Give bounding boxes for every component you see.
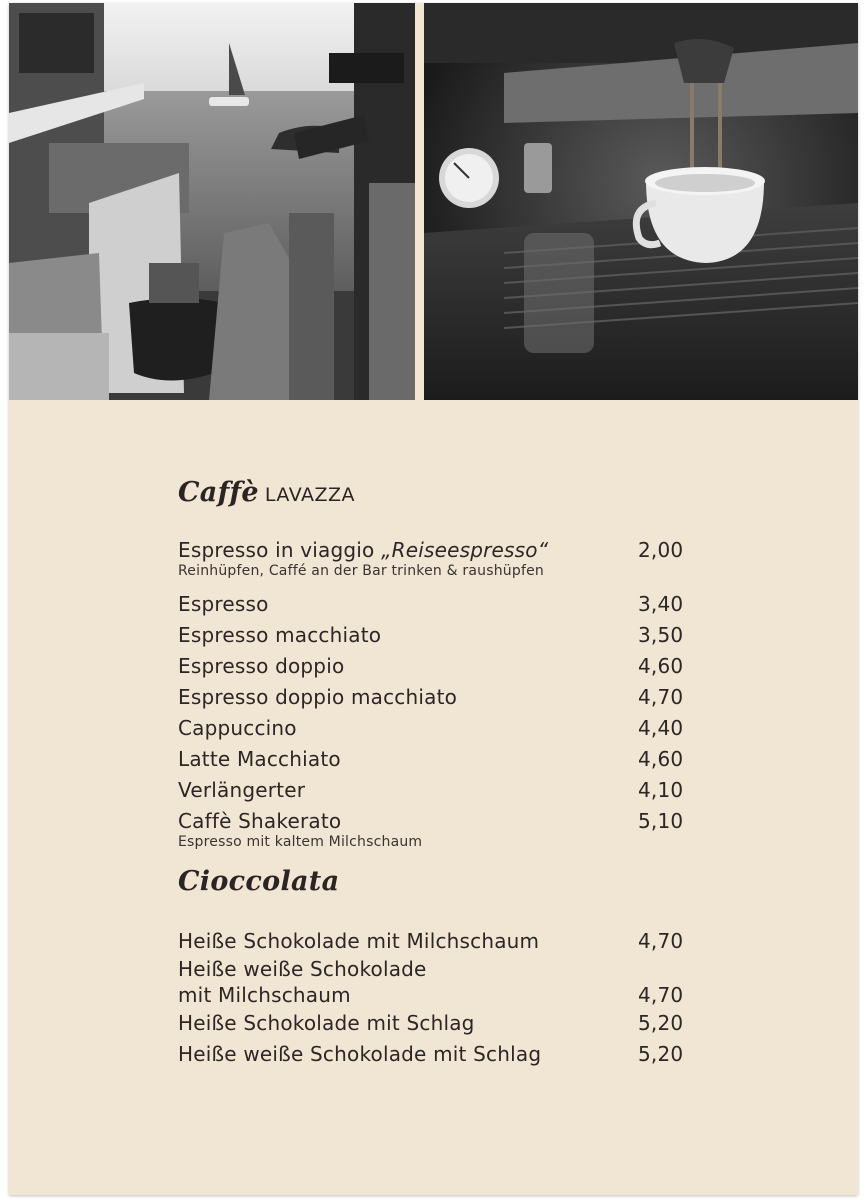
item-name: Espresso bbox=[178, 592, 269, 616]
item-note: Reinhüpfen, Caffé an der Bar trinken & raushüpfen bbox=[178, 563, 544, 579]
brand-name: LAVAZZA bbox=[264, 484, 356, 506]
item-price: 4,60 bbox=[638, 654, 684, 678]
item-name: Verlängerter bbox=[178, 778, 306, 802]
item-name: Espresso macchiato bbox=[178, 623, 382, 647]
menu-item bbox=[178, 806, 698, 850]
item-name: Cappuccino bbox=[178, 716, 297, 740]
section-title-caffe bbox=[178, 473, 698, 513]
item-price: 4,40 bbox=[638, 716, 684, 740]
item-name-italic: „Reiseespresso“ bbox=[381, 538, 549, 562]
menu-item bbox=[178, 775, 698, 806]
menu-item bbox=[178, 651, 698, 682]
item-note: Espresso mit kaltem Milchschaum bbox=[178, 834, 423, 850]
item-name: Espresso doppio bbox=[178, 654, 345, 678]
item-name-line1: Heiße weiße Schokolade bbox=[178, 957, 427, 981]
menu-item bbox=[178, 926, 698, 957]
menu-item bbox=[178, 589, 698, 620]
section-cioccolata bbox=[178, 862, 698, 1070]
item-name: Latte Macchiato bbox=[178, 747, 341, 771]
harbor-photo bbox=[9, 3, 415, 400]
item-name: Espresso doppio macchiato bbox=[178, 685, 458, 709]
menu-content bbox=[178, 473, 698, 1070]
item-name: Heiße Schokolade mit Milchschaum bbox=[178, 929, 540, 953]
item-price: 5,20 bbox=[638, 1011, 684, 1035]
item-name-text: Espresso in viaggio bbox=[178, 538, 382, 562]
menu-item bbox=[178, 620, 698, 651]
menu-item bbox=[178, 535, 698, 579]
item-name-line2: mit Milchschaum bbox=[178, 983, 351, 1007]
item-price: 4,70 bbox=[638, 983, 684, 1007]
item-name: Heiße weiße Schokolade mit Schlag bbox=[178, 1042, 542, 1066]
section-title-text: Caffè bbox=[178, 477, 259, 508]
menu-item bbox=[178, 1039, 698, 1070]
item-price: 2,00 bbox=[638, 538, 684, 562]
menu-item bbox=[178, 744, 698, 775]
item-price: 5,10 bbox=[638, 809, 684, 833]
section-title-cioccolata: Cioccolata bbox=[178, 866, 340, 897]
espresso-machine-photo-image bbox=[424, 3, 858, 400]
item-name: Caffè Shakerato bbox=[178, 809, 342, 833]
item-name bbox=[178, 535, 548, 566]
item-price: 4,70 bbox=[638, 929, 684, 953]
menu-item bbox=[178, 713, 698, 744]
item-price: 4,70 bbox=[638, 685, 684, 709]
espresso-machine-photo bbox=[424, 3, 858, 400]
menu-item bbox=[178, 957, 698, 1008]
item-price: 3,50 bbox=[638, 623, 684, 647]
menu-page bbox=[9, 3, 858, 1195]
harbor-photo-image bbox=[9, 3, 415, 400]
section-caffe bbox=[178, 473, 698, 850]
menu-item bbox=[178, 682, 698, 713]
item-price: 4,10 bbox=[638, 778, 684, 802]
caffe-items bbox=[178, 535, 698, 850]
item-price: 4,60 bbox=[638, 747, 684, 771]
item-price: 3,40 bbox=[638, 592, 684, 616]
item-price: 5,20 bbox=[638, 1042, 684, 1066]
item-name: Heiße Schokolade mit Schlag bbox=[178, 1011, 475, 1035]
menu-item bbox=[178, 1008, 698, 1039]
cioccolata-items bbox=[178, 926, 698, 1070]
